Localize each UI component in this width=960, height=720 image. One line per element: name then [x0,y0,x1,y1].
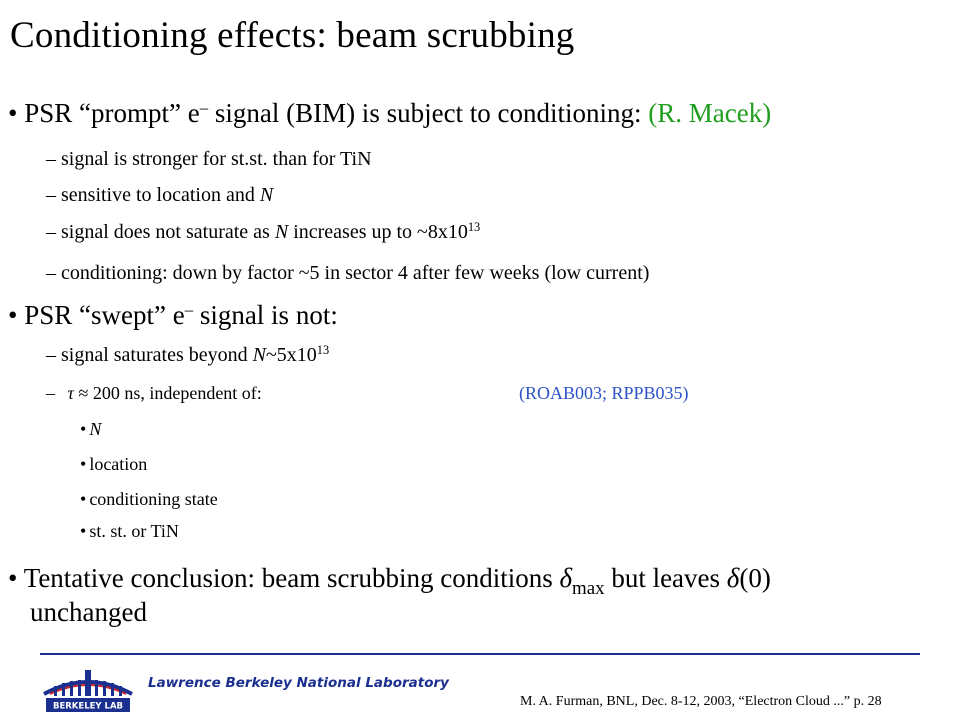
bullet-text-rest: signal is not: [193,300,338,330]
sub-bullet-sensitive [46,184,273,207]
bullet-marker: • [8,563,18,593]
sub-bullet-dash: – [46,383,55,403]
berkeley-lab-logo [40,664,136,716]
electron-charge-sup: – [184,299,194,319]
exponent: 13 [316,343,330,358]
variable-n: N [252,344,266,366]
variable-n: N [259,184,274,206]
sub-bullet-text: – sensitive to location and [46,184,260,206]
delta-subscript-max: max [572,577,605,599]
bullet-text: PSR “prompt” e [24,98,200,128]
item-stst-tin [80,521,179,542]
item-location [80,454,147,475]
item-n [80,419,101,440]
item-marker: • [80,454,87,474]
logo-text: BERKELEY LAB [52,701,124,712]
bullet-text-rest: signal (BIM) is subject to conditioning: [208,98,649,128]
slide-title: Conditioning effects: beam scrubbing [10,15,575,56]
variable-n: N [274,221,289,243]
item-marker: • [80,521,87,541]
bullet-conclusion-line2: unchanged [30,597,147,627]
symbol-delta: δ [726,563,740,593]
electron-charge-sup: – [199,97,209,117]
bullet-conclusion [8,563,771,599]
bullet-text: PSR “swept” e [24,300,185,330]
footer-divider [40,653,920,655]
bullet-marker: • [8,300,18,330]
item-marker: • [80,489,87,509]
sub-bullet-no-saturate [46,221,480,244]
reference-codes: (ROAB003; RPPB035) [519,383,689,403]
credit-macek: (R. Macek) [648,98,772,128]
sub-bullet-text: – signal saturates beyond [46,344,253,366]
sub-bullet-text-post: increases up to ~8x10 [288,221,468,243]
item-text: location [89,454,148,474]
lab-name: Lawrence Berkeley National Laboratory [148,675,449,691]
bullet-text-mid: but leaves [604,563,727,593]
sub-bullet-conditioning: – conditioning: down by factor ~5 in sector 4 after few weeks (low current) [46,262,650,284]
item-conditioning-state [80,489,218,510]
bullet-text-post: (0) [739,563,771,593]
exponent: 13 [467,220,481,235]
bullet-marker: • [8,98,18,128]
bullet-prompt-signal [8,98,771,129]
sub-bullet-text-post: ~5x10 [265,344,317,366]
footer-citation: M. A. Furman, BNL, Dec. 8-12, 2003, “Electron Cloud ...” p. 28 [520,694,882,709]
symbol-tau: τ [67,383,74,403]
item-marker: • [80,419,87,439]
bullet-text: Tentative conclusion: beam scrubbing conditions [23,563,560,593]
item-text: st. st. or TiN [89,521,179,541]
item-text: N [89,419,102,439]
sub-bullet-tau [46,383,262,404]
bullet-swept-signal [8,300,338,331]
sub-bullet-text: ≈ 200 ns, independent of: [73,383,262,403]
item-text: conditioning state [89,489,218,509]
sub-bullet-stronger: – signal is stronger for st.st. than for TiN [46,148,372,170]
sub-bullet-saturates [46,344,329,367]
sub-bullet-text: – signal does not saturate as [46,221,275,243]
symbol-delta: δ [559,563,573,593]
